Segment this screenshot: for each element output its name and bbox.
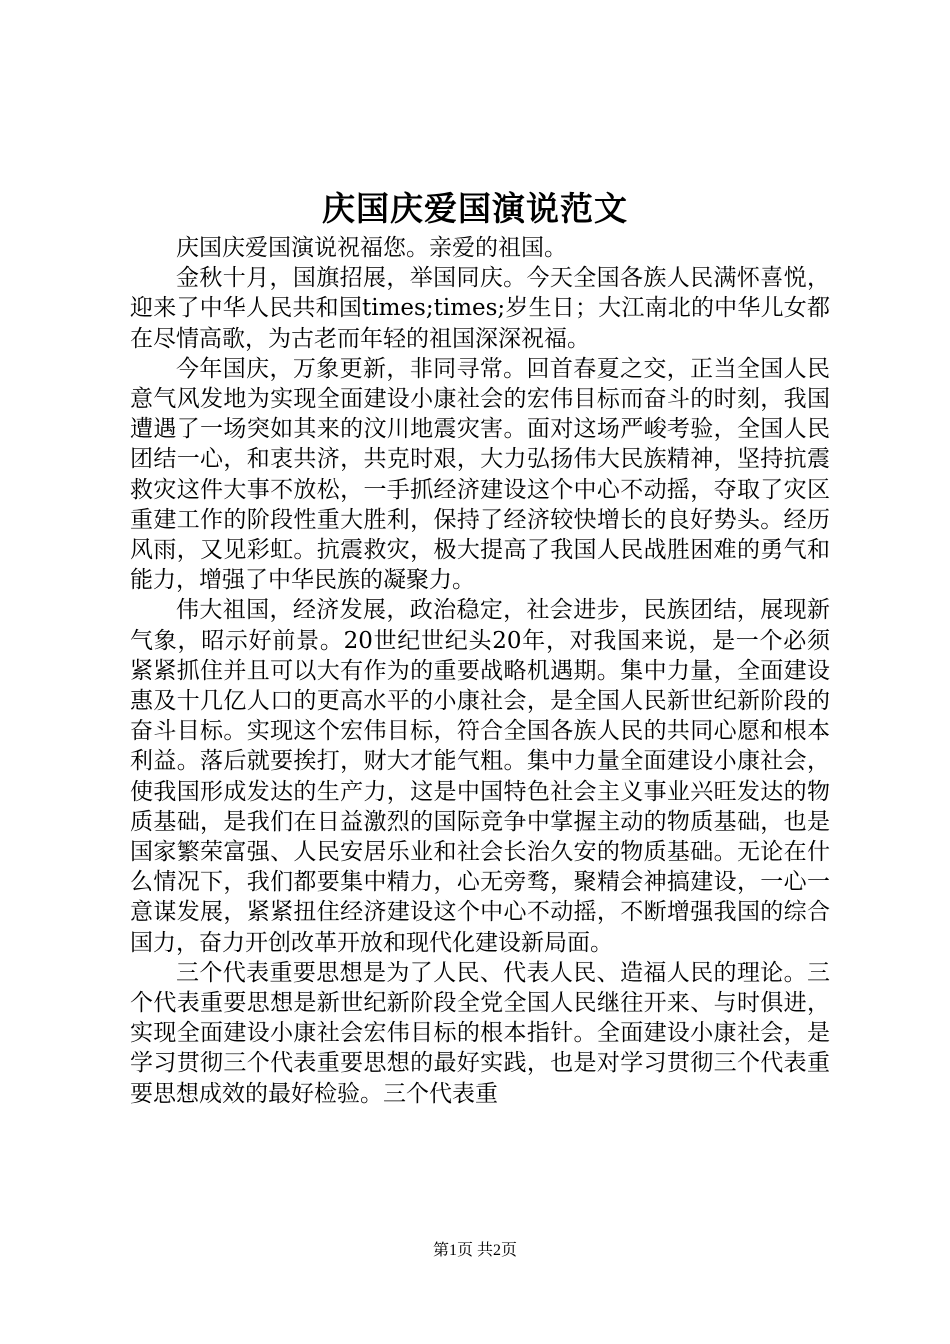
page-number-footer: 第1页 共2页 (432, 1242, 517, 1259)
document-body (130, 233, 830, 1109)
paragraph: 庆国庆爱国演说祝福您。亲爱的祖国。 (176, 235, 567, 261)
document-title: 庆国庆爱国演说范文 (322, 189, 628, 228)
paragraph: 三个代表重要思想是为了人民、代表人民、造福人民的理论。三个代表重要思想是新世纪新阶段全党全国人民继往开来、与时俱进，实现全面建设小康社会宏伟目标的根本指针。全面建设小康社会，是学习贯彻三个代表重要思想的最好实践，也是对学习贯彻三个代表重要思想成效的最好检验。三个代表重 (130, 959, 830, 1107)
paragraph: 今年国庆，万象更新，非同寻常。回首春夏之交，正当全国人民意气风发地为实现全面建设小康社会的宏伟目标而奋斗的时刻，我国遭遇了一场突如其来的汶川地震灾害。面对这场严峻考验，全国人民团结一心，和衷共济，共克时艰，大力弘扬伟大民族精神，坚持抗震救灾这件大事不放松，一手抓经济建设这个中心不动摇，夺取了灾区重建工作的阶段性重大胜利，保持了经济较快增长的良好势头。经历风雨，又见彩虹。抗震救灾，极大提高了我国人民战胜困难的勇气和能力，增强了中华民族的凝聚力。 (130, 355, 830, 594)
paragraph: 伟大祖国，经济发展，政治稳定，社会进步，民族团结，展现新气象，昭示好前景。20世纪世纪头20年，对我国来说，是一个必须紧紧抓住并且可以大有作为的重要战略机遇期。集中力量，全面建设惠及十几亿人口的更高水平的小康社会，是全国人民新世纪新阶段的奋斗目标。实现这个宏伟目标，符合全国各族人民的共同心愿和根本利益。落后就要挨打，财大才能气粗。集中力量全面建设小康社会，使我国形成发达的生产力，这是中国特色社会主义事业兴旺发达的物质基础，是我们在日益激烈的国际竞争中掌握主动的物质基础，也是国家繁荣富强、人民安居乐业和社会长治久安的物质基础。无论在什么情况下，我们都要集中精力，心无旁骛，聚精会神搞建设，一心一意谋发展，紧紧扭住经济建设这个中心不动摇，不断增强我国的综合国力，奋力开创改革开放和现代化建设新局面。 (130, 597, 830, 956)
paragraph: 金秋十月，国旗招展，举国同庆。今天全国各族人民满怀喜悦，迎来了中华人民共和国times;times;岁生日；大江南北的中华儿女都在尽情高歌，为古老而年轻的祖国深深祝福。 (130, 265, 830, 352)
